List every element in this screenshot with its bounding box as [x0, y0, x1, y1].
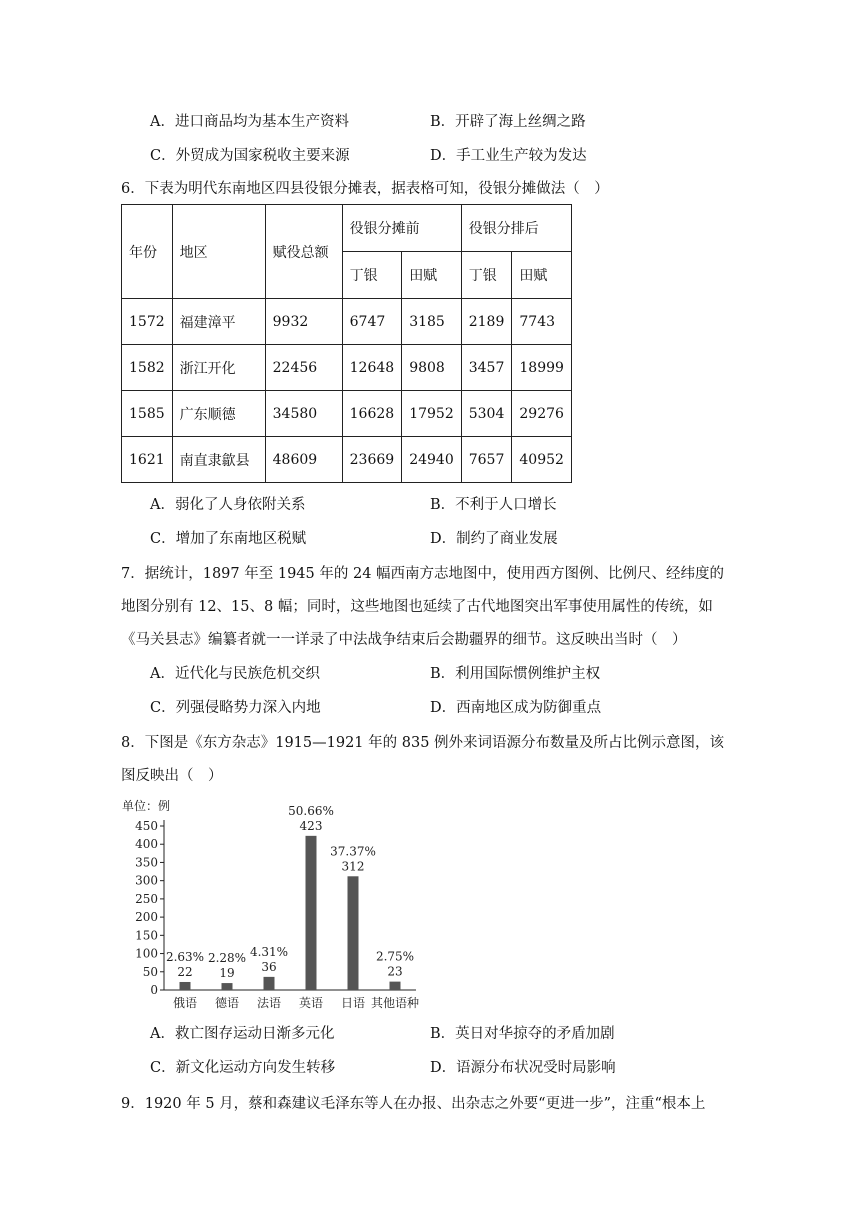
q5-option-a: A．进口商品均为基本生产资料	[150, 114, 349, 130]
cell-after-ding: 7657	[461, 437, 512, 483]
q9-line-1: 9．1920 年 5 月，蔡和森建议毛泽东等人在办报、出杂志之外要“更进一步”，注重“根本上	[121, 1096, 706, 1112]
cell-after-ding: 5304	[461, 391, 512, 437]
q5-option-c: C．外贸成为国家税收主要来源	[150, 148, 350, 164]
cell-year: 1621	[122, 437, 173, 483]
q6-table	[121, 204, 572, 483]
q6-option-b: B．不利于人口增长	[430, 497, 557, 513]
bar-value-label: 23	[387, 964, 403, 979]
bar-5	[390, 982, 401, 990]
cell-before-tian: 9808	[402, 345, 462, 391]
cell-before-ding: 12648	[342, 345, 402, 391]
q8-option-c: C．新文化运动方向发生转移	[150, 1060, 336, 1076]
cell-region: 浙江开化	[172, 345, 265, 391]
header-year: 年份	[122, 205, 173, 299]
cell-before-ding: 16628	[342, 391, 402, 437]
x-tick-label: 德语	[214, 996, 240, 1010]
bar-percent-label: 4.31%	[249, 944, 289, 959]
cell-total: 34580	[265, 391, 342, 437]
cell-total: 22456	[265, 345, 342, 391]
cell-after-ding: 2189	[461, 299, 512, 345]
y-tick-label: 0	[150, 983, 158, 997]
q7-option-b: B．利用国际惯例维护主权	[430, 666, 601, 682]
q5-option-d: D．手工业生产较为发达	[430, 148, 587, 164]
cell-total: 48609	[265, 437, 342, 483]
q6-option-a: A．弱化了人身依附关系	[150, 497, 306, 513]
bar-percent-label: 2.75%	[375, 949, 415, 964]
q8-option-d: D．语源分布状况受时局影响	[430, 1060, 616, 1076]
y-tick-label: 400	[135, 837, 158, 852]
y-tick-label: 300	[135, 873, 158, 888]
bar-1	[222, 983, 233, 990]
q7-option-a: A．近代化与民族危机交织	[150, 666, 320, 682]
bar-0	[180, 982, 191, 990]
q8-option-b: B．英日对华掠夺的矛盾加剧	[430, 1026, 615, 1042]
cell-year: 1572	[122, 299, 173, 345]
header-after: 役银分排后	[461, 205, 571, 252]
q7-option-d: D．西南地区成为防御重点	[430, 700, 602, 716]
cell-region: 南直隶歙县	[172, 437, 265, 483]
bar-2	[264, 977, 275, 990]
table-row	[122, 391, 572, 437]
y-tick-label: 150	[135, 928, 158, 943]
cell-before-tian: 24940	[402, 437, 462, 483]
q7-line-1: 7．据统计，1897 年至 1945 年的 24 幅西南方志地图中，使用西方图例、比例尺、经纬度的	[121, 566, 725, 582]
bar-value-label: 423	[299, 818, 323, 833]
bar-percent-label: 2.63%	[165, 949, 205, 964]
y-tick-label: 100	[135, 946, 158, 961]
cell-region: 福建漳平	[172, 299, 265, 345]
bar-value-label: 36	[261, 959, 277, 974]
table-row	[122, 437, 572, 483]
x-tick-label: 法语	[256, 996, 282, 1010]
bar-3	[306, 836, 317, 990]
cell-total: 9932	[265, 299, 342, 345]
x-tick-label: 日语	[340, 996, 366, 1010]
cell-before-ding: 6747	[342, 299, 402, 345]
q6-option-d: D．制约了商业发展	[430, 531, 558, 547]
q7-line-2: 地图分别有 12、15、8 幅；同时，这些地图也延续了古代地图突出军事使用属性的传统，如	[121, 599, 713, 615]
q6-option-c: C．增加了东南地区税赋	[150, 531, 307, 547]
cell-after-ding: 3457	[461, 345, 512, 391]
q8-line-1: 8．下图是《东方杂志》1915—1921 年的 835 例外来词语源分布数量及所占比例示意图，该	[121, 735, 725, 751]
cell-before-tian: 3185	[402, 299, 462, 345]
cell-region: 广东顺德	[172, 391, 265, 437]
q7-line-3: 《马关县志》编纂者就一一详录了中法战争结束后会勘疆界的细节。这反映出当时（ ）	[121, 632, 687, 648]
cell-before-ding: 23669	[342, 437, 402, 483]
q6-stem: 6．下表为明代东南地区四县役银分摊表，据表格可知，役银分摊做法（ ）	[121, 181, 609, 197]
cell-year: 1582	[122, 345, 173, 391]
cell-before-tian: 17952	[402, 391, 462, 437]
cell-year: 1585	[122, 391, 173, 437]
x-tick-label: 英语	[298, 996, 324, 1010]
cell-after-tian: 7743	[512, 299, 572, 345]
bar-percent-label: 2.28%	[207, 951, 247, 966]
bar-value-label: 19	[219, 966, 235, 981]
q8-option-a: A．救亡图存运动日渐多元化	[150, 1026, 335, 1042]
cell-after-tian: 40952	[512, 437, 572, 483]
header-ding-before: 丁银	[342, 252, 402, 299]
table-row	[122, 299, 572, 345]
y-tick-label: 350	[135, 855, 158, 870]
bar-percent-label: 50.66%	[288, 803, 334, 818]
header-before: 役银分摊前	[342, 205, 461, 252]
cell-after-tian: 18999	[512, 345, 572, 391]
header-total: 赋役总额	[265, 205, 342, 299]
q8-line-2: 图反映出（ ）	[121, 768, 223, 784]
x-tick-label: 其他语种	[370, 996, 420, 1010]
y-axis-unit-label: 单位：例	[122, 799, 171, 813]
header-region: 地区	[172, 205, 265, 299]
bar-value-label: 22	[177, 964, 193, 979]
cell-after-tian: 29276	[512, 391, 572, 437]
header-ding-after: 丁银	[461, 252, 512, 299]
header-tian-after: 田赋	[512, 252, 572, 299]
bar-value-label: 312	[341, 859, 365, 874]
bar-4	[348, 876, 359, 990]
x-tick-label: 俄语	[172, 996, 198, 1010]
y-tick-label: 200	[135, 910, 158, 925]
header-tian-before: 田赋	[402, 252, 462, 299]
bar-percent-label: 37.37%	[330, 844, 376, 859]
q7-option-c: C．列强侵略势力深入内地	[150, 700, 321, 716]
q5-option-b: B．开辟了海上丝绸之路	[430, 114, 586, 130]
y-tick-label: 250	[135, 891, 158, 906]
y-tick-label: 450	[135, 819, 158, 833]
table-row	[122, 345, 572, 391]
y-tick-label: 50	[142, 964, 158, 979]
loanword-bar-chart	[120, 796, 420, 1012]
